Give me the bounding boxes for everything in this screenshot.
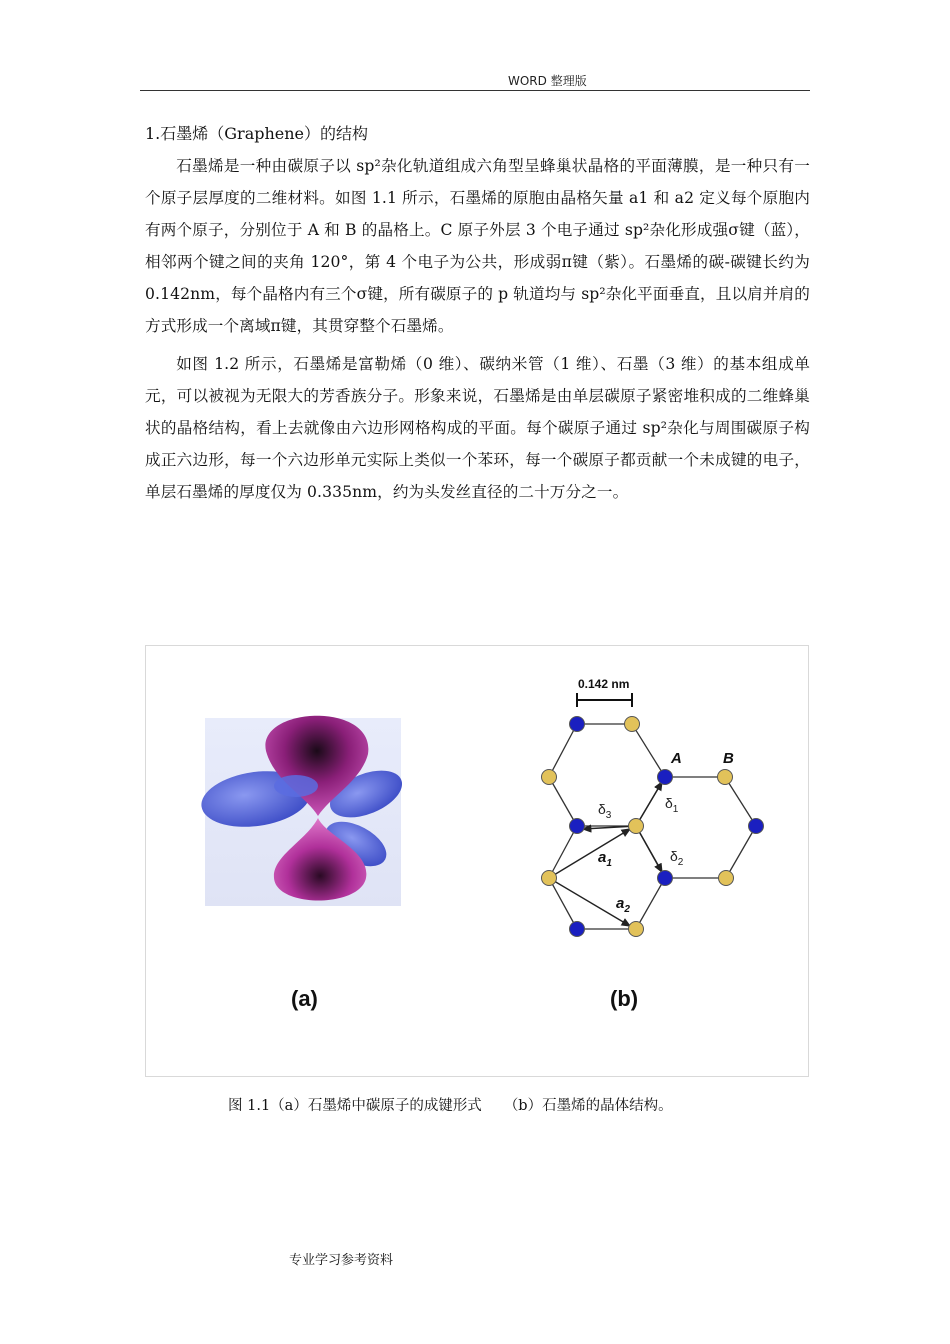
section-heading: 1.石墨烯（Graphene）的结构 [145,124,369,143]
page-footer: 专业学习参考资料 [289,1253,394,1268]
panel-a-label: (a) [291,986,318,1011]
figure-1-1 [145,645,809,1077]
main-content [145,118,810,508]
site-b-label: B [723,750,734,767]
caption-part-a: 图 1.1（a）石墨烯中碳原子的成键形式 [228,1098,482,1114]
caption-part-b: （b）石墨烯的晶体结构。 [503,1098,673,1114]
page-header-rule [140,70,810,91]
panel-b-label: (b) [610,986,639,1011]
a1-label: $a_1$ [598,849,612,869]
site-a-label: A [671,750,682,767]
orbital-image [198,716,409,906]
figure-caption [228,1094,673,1115]
paragraph-2: 如图 1.2 所示，石墨烯是富勒烯（0 维）、碳纳米管（1 维）、石墨（3 维）的基本组成单元，可以被视为无限大的芳香族分子。形象来说，石墨烯是由单层碳原子紧密堆积成的二维蜂巢状的晶格结构，看上去就像由六边形网格构成的平面。每个碳原子通过 sp²杂化与周围碳原子构成正六边形，每一个六边形单元实际上类似一个苯环，每一个碳原子都贡献一个未成键的电子，单层石墨烯的厚度仅为 0.335nm，约为头发丝直径的二十万分之一。 [145,355,810,501]
figure-illustration [146,646,808,1076]
delta1-label: $\delta_1$ [665,795,679,815]
delta3-label: $\delta_3$ [598,801,612,821]
page-header-text: WORD 整理版 [508,74,587,88]
paragraph-1: 石墨烯是一种由碳原子以 sp²杂化轨道组成六角型呈蜂巢状晶格的平面薄膜，是一种只有一个原子层厚度的二维材料。如图 1.1 所示，石墨烯的原胞由晶格矢量 a1 和 a2 定义每个原胞内有两个原子，分别位于 A 和 B 的晶格上。C 原子外层 3 个电子通过 sp²杂化形成强σ键（蓝），相邻两个键之间的夹角 120°，第 4 个电子为公共，形成弱π键（紫）。石墨烯的碳-碳键长约为 0.142nm，每个晶格内有三个σ键，所有碳原子的 p 轨道均与 sp²杂化平面垂直，且以肩并肩的方式形成一个离域π键，其贯穿整个石墨烯。 [145,157,810,335]
bond-length-marker [577,693,632,707]
delta2-label: $\delta_2$ [670,848,684,868]
bond-length-label: 0.142 nm [578,677,630,691]
a2-label: $a_2$ [616,895,630,915]
